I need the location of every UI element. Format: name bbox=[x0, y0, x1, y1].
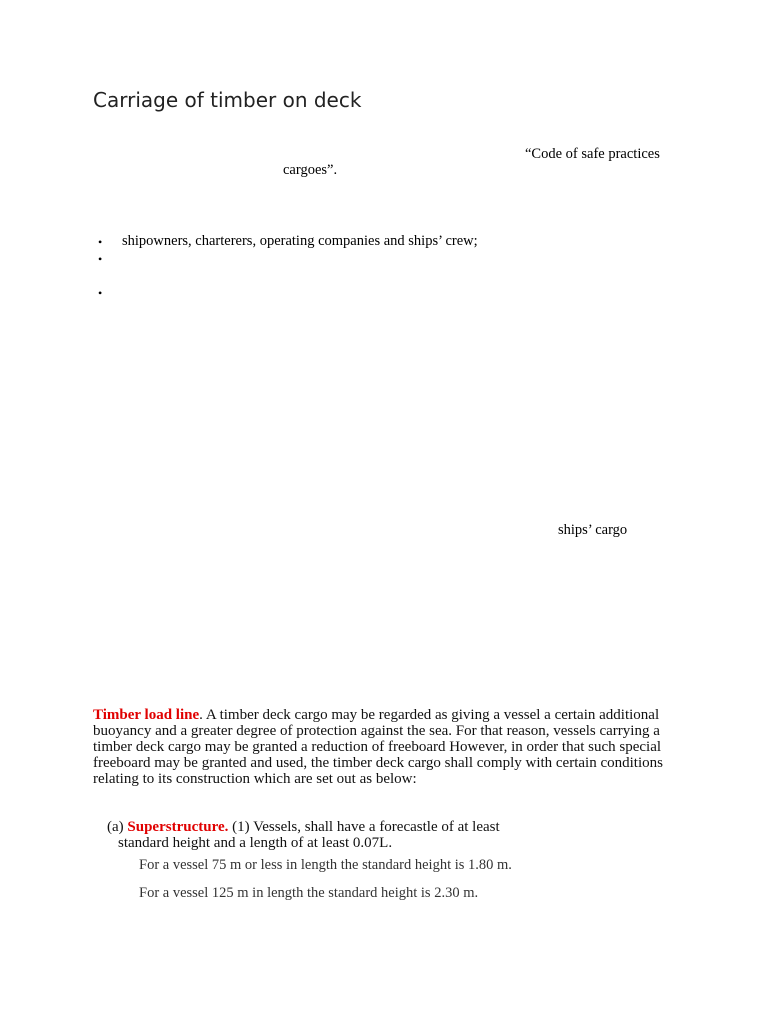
superstructure-text-1: (1) Vessels, shall have a forecastle of at least bbox=[228, 819, 500, 835]
timber-load-line-paragraph bbox=[93, 707, 673, 787]
note-75m: For a vessel 75 m or less in length the standard height is 1.80 m. bbox=[139, 857, 512, 873]
bullet-item-1: shipowners, charterers, operating companies and ships’ crew; bbox=[122, 233, 478, 249]
bullet-marker-3: • bbox=[98, 286, 103, 300]
superstructure-prefix: (a) bbox=[107, 819, 128, 835]
page-title: Carriage of timber on deck bbox=[93, 88, 362, 112]
code-reference-line-2: cargoes”. bbox=[283, 162, 338, 178]
superstructure-text-2: standard height and a length of at least 0.07L. bbox=[118, 835, 393, 851]
timber-load-line-text: . A timber deck cargo may be regarded as giving a vessel a certain additional buoyancy and a greater degree of protection against the sea. For that reason, vessels carrying a timber deck cargo may be granted a reduction of freeboard However, in order that such special freeboard may be granted and used, the timber deck cargo shall comply with certain conditions relating to its construction which are set out as below: bbox=[93, 707, 663, 787]
ships-cargo-text: ships’ cargo bbox=[558, 522, 628, 538]
superstructure-paragraph bbox=[107, 819, 567, 851]
bullet-marker-1: • bbox=[98, 235, 103, 249]
superstructure-heading: Superstructure. bbox=[127, 819, 229, 835]
code-reference-line-1: “Code of safe practices bbox=[525, 146, 660, 162]
note-125m: For a vessel 125 m in length the standard height is 2.30 m. bbox=[139, 885, 479, 901]
bullet-marker-2: • bbox=[98, 252, 103, 266]
timber-load-line-heading: Timber load line bbox=[93, 707, 200, 723]
